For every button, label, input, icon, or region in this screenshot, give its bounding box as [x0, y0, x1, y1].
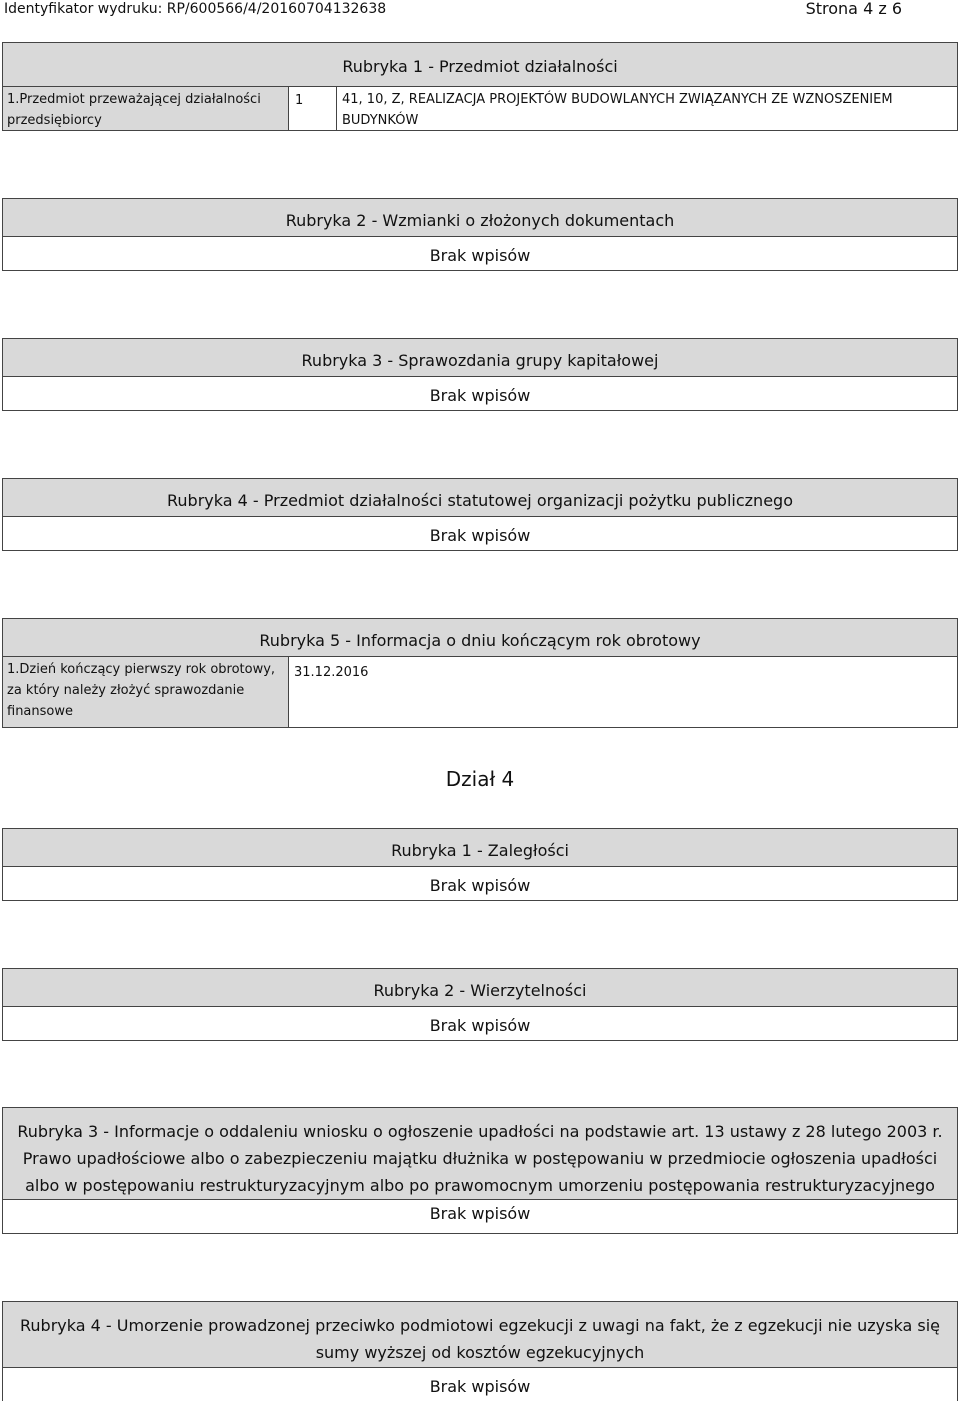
dzial4-rubryka-2-title: Rubryka 2 - Wierzytelności: [3, 969, 957, 1007]
rubryka-1-label: 1.Przedmiot przeważającej działalności przedsiębiorcy: [3, 87, 289, 130]
rubryka-1-box: [2, 42, 958, 131]
rubryka-2-box: [2, 198, 958, 271]
dzial4-rubryka-1-box: [2, 828, 958, 901]
rubryka-4-empty: Brak wpisów: [429, 526, 531, 545]
rubryka-3-title: Rubryka 3 - Sprawozdania grupy kapitałowej: [3, 339, 957, 377]
rubryka-5-title: Rubryka 5 - Informacja o dniu kończącym rok obrotowy: [3, 619, 957, 657]
rubryka-1-title: Rubryka 1 - Przedmiot działalności: [3, 43, 957, 87]
dzial4-rubryka-3-box: [2, 1107, 958, 1234]
rubryka-5-row: [3, 657, 957, 727]
rubryka-5-value: 31.12.2016: [294, 665, 369, 680]
dzial4-rubryka-4-title: Rubryka 4 - Umorzenie prowadzonej przeciwko podmiotowi egzekucji z uwagi na fakt, że z egzekucji nie uzyska się sumy wyższej od kosztów egzekucyjnych: [3, 1302, 957, 1368]
dzial4-rubryka-4-empty: Brak wpisów: [429, 1377, 531, 1396]
rubryka-4-box: [2, 478, 958, 551]
dzial4-rubryka-1-title: Rubryka 1 - Zaległości: [3, 829, 957, 867]
dzial-title: Dział 4: [445, 767, 515, 791]
rubryka-3-empty: Brak wpisów: [429, 386, 531, 405]
dzial4-rubryka-3-empty: Brak wpisów: [429, 1204, 531, 1223]
rubryka-1-value: 41, 10, Z, REALIZACJA PROJEKTÓW BUDOWLANYCH ZWIĄZANYCH ZE WZNOSZENIEM BUDYNKÓW: [342, 92, 893, 128]
dzial4-rubryka-2-empty: Brak wpisów: [429, 1016, 531, 1035]
rubryka-1-num: 1: [289, 87, 337, 130]
rubryka-1-row: [3, 87, 957, 130]
dzial4-rubryka-3-title: Rubryka 3 - Informacje o oddaleniu wniosku o ogłoszenie upadłości na podstawie art. 13 ustawy z 28 lutego 2003 r. Prawo upadłościowe albo o zabezpieczeniu majątku dłużnika w postępowaniu w przedmiocie ogłoszenia upadłości albo w postępowaniu restrukturyzacyjnym albo po prawomocnym umorzeniu postępowania restrukturyzacyjnego: [3, 1108, 957, 1200]
rubryka-5-label: 1.Dzień kończący pierwszy rok obrotowy, za który należy złożyć sprawozdanie finansowe: [3, 657, 289, 727]
rubryka-2-title: Rubryka 2 - Wzmianki o złożonych dokumentach: [3, 199, 957, 237]
dzial4-rubryka-1-empty: Brak wpisów: [429, 876, 531, 895]
rubryka-5-box: [2, 618, 958, 728]
page-number: Strona 4 z 6: [805, 0, 902, 18]
rubryka-2-empty: Brak wpisów: [429, 246, 531, 265]
rubryka-3-box: [2, 338, 958, 411]
dzial4-rubryka-2-box: [2, 968, 958, 1041]
rubryka-4-title: Rubryka 4 - Przedmiot działalności statutowej organizacji pożytku publicznego: [3, 479, 957, 517]
print-identifier: Identyfikator wydruku: RP/600566/4/20160704132638: [4, 1, 387, 17]
dzial4-rubryka-4-box: [2, 1301, 958, 1401]
